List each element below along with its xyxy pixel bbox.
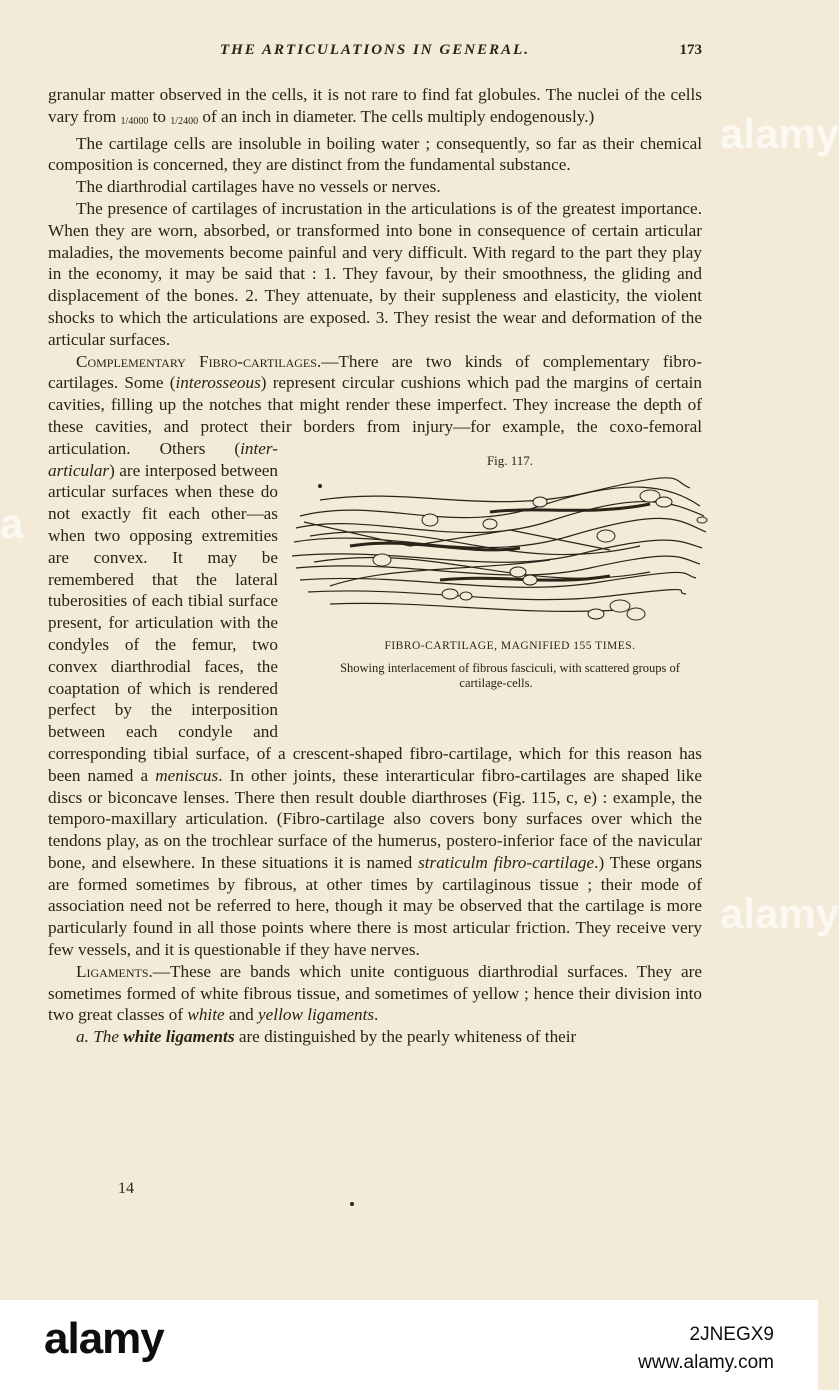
- italic-term: yellow ligaments: [258, 1005, 375, 1025]
- italic-term: straticulm fibro-cartilage: [418, 852, 595, 872]
- italic-term: white: [187, 1005, 225, 1025]
- text-run: and: [224, 1005, 259, 1025]
- running-title: THE ARTICULATIONS IN GENERAL.: [220, 42, 530, 58]
- paragraph-6: [48, 961, 702, 1026]
- text-run: a. The: [76, 1027, 124, 1047]
- paragraph-1: [48, 84, 702, 133]
- italic-term: white ligaments: [123, 1027, 235, 1047]
- text-run: ) are interposed between articular surfaces when these do not exactly fit each other—as when two opposing extremities are convex. It may be remembered that the lateral tuberosities of each tibial surface present, for articulation with the condyles of the femur, two convex diarthrodial faces, the coaptation of which is rendered perfect by the interposition between each condyle and corresponding tibial surface, of a crescent-shaped fibro-cartilage, which for this reason has been named a: [48, 460, 702, 785]
- text-run: of an inch in diameter. The cells multiply endogenously.): [198, 106, 595, 126]
- fraction-2: 1/2400: [170, 115, 199, 127]
- ink-speck: [350, 1202, 354, 1206]
- paragraph-3: The diarthrodial cartilages have no vessels or nerves.: [76, 177, 441, 197]
- alamy-logo: alamy: [44, 1314, 164, 1363]
- text-run: ) represent circular cushions which pad the margins of certain cavities, filling up the notches that might render these imperfect. They increase the depth of these cavities, and protect their borders from injury—for example, the coxo-femoral articulation. Others (: [48, 373, 702, 458]
- text-run: —These are bands which unite contiguous diarthrodial surfaces. They are sometimes formed of white fibrous tissue, and sometimes of yellow ; hence their division into two great classes of: [48, 961, 702, 1025]
- fraction-1: 1/4000: [120, 115, 149, 127]
- italic-term: interosseous: [175, 373, 261, 393]
- figure-label: Fig. 117.: [486, 452, 534, 468]
- running-header: [48, 42, 702, 66]
- italic-term: inter-articular: [48, 438, 278, 480]
- text-run: .: [374, 1005, 379, 1025]
- fibro-cartilage-illustration: [290, 476, 710, 634]
- figure-caption-text: Showing interlacement of fibrous fasciculi, with scattered groups of cartilage-cells.: [340, 661, 680, 691]
- text-run: granular matter observed in the cells, it is not rare to find fat globules. The nuclei of the cells vary from: [48, 85, 702, 126]
- text-run: —There are two kinds of complementary fibro-cartilages. Some (: [48, 351, 702, 393]
- text-run: are distinguished by the pearly whiteness of their: [234, 1027, 577, 1047]
- stock-footer-bar: [0, 1300, 818, 1390]
- signature-mark: 14: [118, 1180, 134, 1197]
- text-run: to: [148, 106, 171, 126]
- paragraph-7: [48, 1026, 702, 1048]
- body-text: [48, 84, 702, 1048]
- site-url: www.alamy.com: [638, 1352, 774, 1373]
- section-heading: Complementary Fibro-cartilages.: [76, 351, 322, 371]
- italic-term: meniscus: [155, 765, 219, 785]
- paragraph-5: [48, 351, 702, 961]
- watermark-fragment: alamy: [720, 110, 839, 157]
- text-run: .) These organs are formed sometimes by fibrous, at other times by cartilaginous tissue ; their mode of association need not be referred to here, though it may be observed that the cartilage is more particularly found in all those points where there is most articular friction. They receive very few vessels, and it is questionable if they have nerves.: [48, 852, 702, 960]
- ink-speck: [318, 484, 322, 488]
- section-heading: Ligaments.: [76, 961, 153, 981]
- figure-117: [290, 442, 702, 722]
- watermark-fragment: a: [0, 500, 24, 547]
- image-id: 2JNEGX9: [689, 1324, 774, 1345]
- page-number: 173: [679, 42, 702, 58]
- paragraph-2: The cartilage cells are insoluble in boiling water ; consequently, so far as their chemical composition is concerned, they are distinct from the fundamental substance.: [48, 133, 702, 175]
- paragraph-4: The presence of cartilages of incrustation in the articulations is of the greatest importance. When they are worn, absorbed, or transformed into bone in consequence of certain articular maladies, the movements become painful and very difficult. With regard to the part they play in the economy, it may be said that : 1. They favour, by their smoothness, the gliding and displacement of the bones. 2. They attenuate, by their suppleness and elasticity, the violent shocks to which the articulations are exposed. 3. They resist the wear and deformation of the articular surfaces.: [48, 198, 702, 349]
- text-run: . In other joints, these interarticular fibro-cartilages are shaped like discs or biconcave lenses. There then result double diarthroses (Fig. 115, c, e) : example, the temporo-maxillary articulation. (Fibro-cartilage also covers bony surfaces over which the tendons play, as on the trochlear surface of the humerus, postero-inferior face of the navicular bone, and elsewhere. In these situations it is named: [48, 765, 703, 872]
- figure-caption-title: FIBRO-CARTILAGE, MAGNIFIED 155 TIMES.: [384, 639, 636, 652]
- watermark-fragment: alamy: [720, 890, 839, 937]
